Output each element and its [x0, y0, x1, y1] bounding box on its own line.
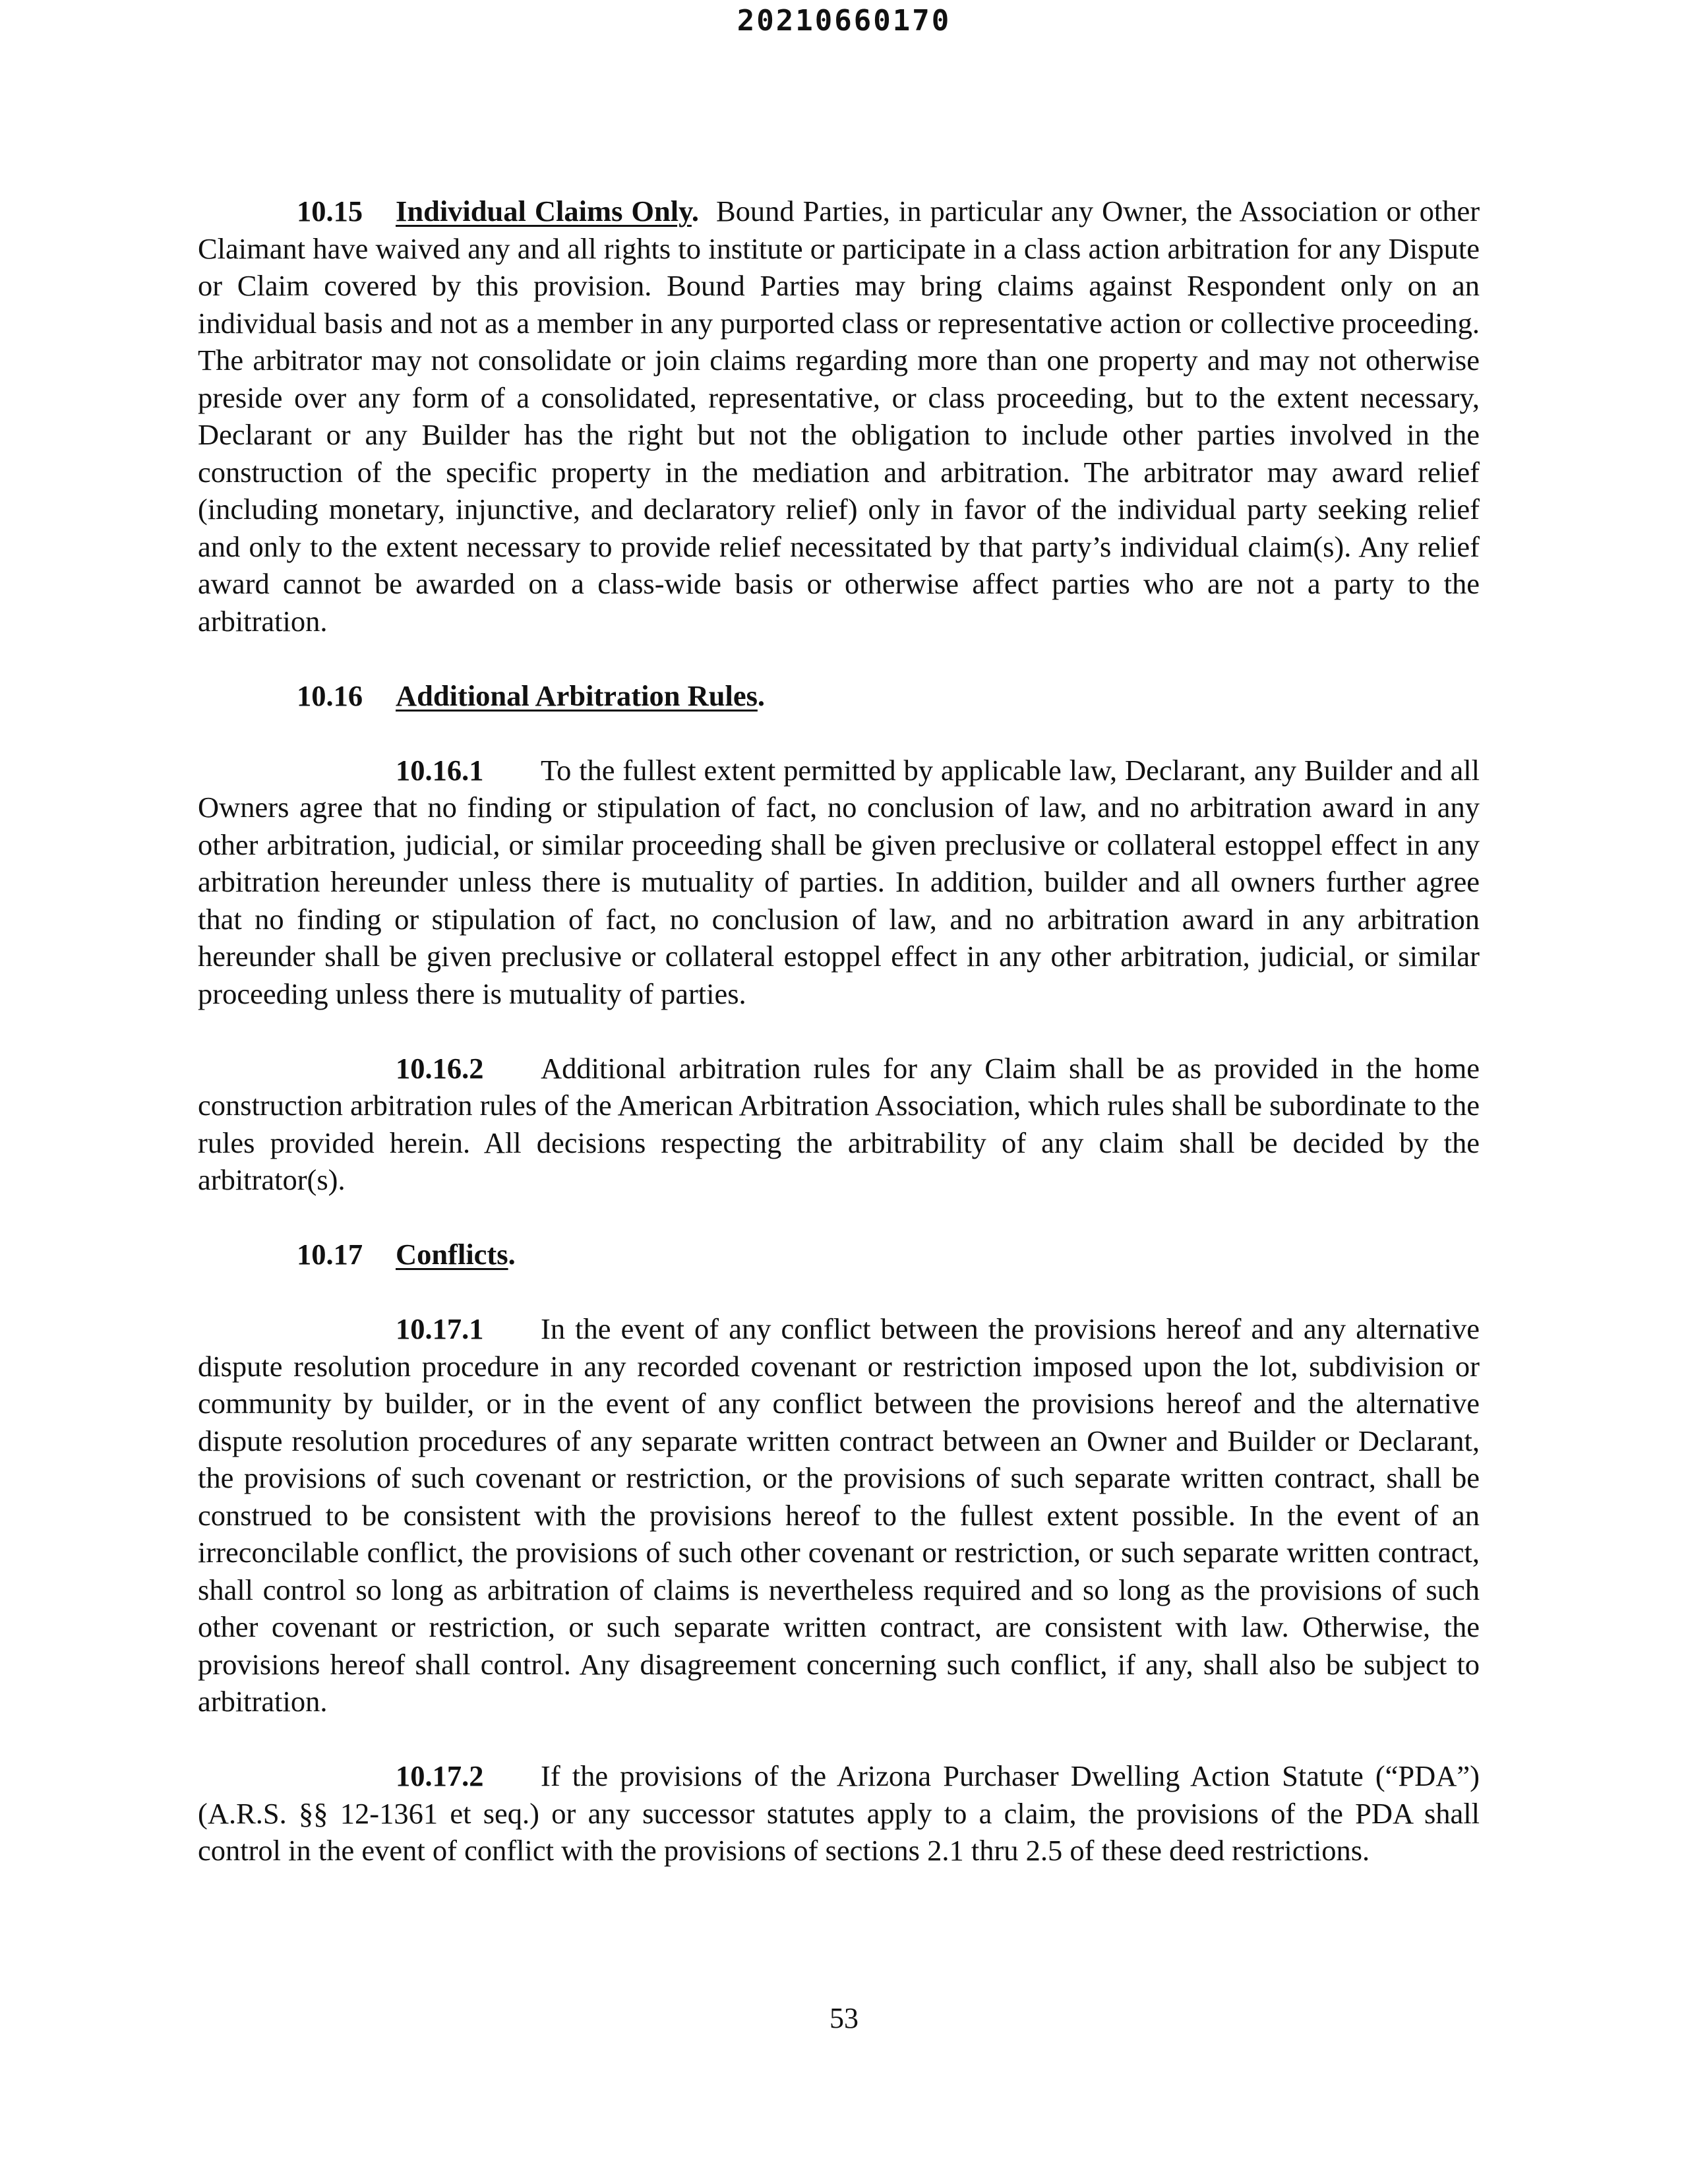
section-body: To the fullest extent permitted by applicable law, Declarant, any Builder and all Owners agree that no finding or stipulation of fact, no conclusion of law, and no arbitration award in any other arbitration, judicial, or similar proceeding shall be given preclusive or collateral estoppel effect in any arbitration hereunder unless there is mutuality of parties. In addition, builder and all owners further agree that no finding or stipulation of fact, no conclusion of law, and no arbitration award in any arbitration hereunder shall be given preclusive or collateral estoppel effect in any other arbitration, judicial, or similar proceeding unless there is mutuality of parties.: [198, 753, 1480, 1010]
document-body: [198, 193, 1480, 1906]
section-number: 10.16.1: [396, 753, 484, 787]
section-body: Bound Parties, in particular any Owner, the Association or other Claimant have waived any and all rights to institute or participate in a class action arbitration for any Dispute or Claim covered by this provision. Bound Parties may bring claims against Respondent only on an individual basis and not as a member in any purported class or representative action or collective proceeding. The arbitrator may not consolidate or join claims regarding more than one property and may not otherwise preside over any form of a consolidated, representative, or class proceeding, but to the extent necessary, Declarant or any Builder has the right but not the obligation to include other parties involved in the construction of the specific property in the mediation and arbitration. The arbitrator may award relief (including monetary, injunctive, and declaratory relief) only in favor of the individual party seeking relief and only to the extent necessary to provide relief necessitated by that party’s individual claim(s). Any relief award cannot be awarded on a class-wide basis or otherwise affect parties who are not a party to the arbitration.: [198, 195, 1480, 638]
section-10-17-1: [198, 1310, 1480, 1720]
page-number: 53: [829, 2002, 859, 2034]
section-body: In the event of any conflict between the provisions hereof and any alternative dispute resolution procedure in any recorded covenant or restriction imposed upon the lot, subdivision or community by builder, or in the event of any conflict between the provisions hereof and the alternative dispute resolution procedures of any separate written contract between an Owner and Builder or Declarant, the provisions of such covenant or restriction, or the provisions of such separate written contract, shall be construed to be consistent with the provisions hereof to the fullest extent possible. In the event of an irreconcilable conflict, the provisions of such other covenant or restriction, or such separate written contract, shall control so long as arbitration of claims is nevertheless required and so long as the provisions of such other covenant or restriction, or such separate written contract, are consistent with law. Otherwise, the provisions hereof shall control. Any disagreement concerning such conflict, if any, shall also be subject to arbitration.: [198, 1312, 1480, 1718]
section-number: 10.16.2: [396, 1051, 484, 1085]
section-number: 10.16: [297, 679, 363, 712]
section-10-17-2: [198, 1757, 1480, 1869]
section-number: 10.17.1: [396, 1312, 484, 1345]
document-number: 20210660170: [737, 4, 951, 38]
section-heading: Individual Claims Only: [396, 195, 692, 228]
section-number: 10.17.2: [396, 1759, 484, 1792]
section-10-16-1: [198, 752, 1480, 1013]
section-10-16: 10.16 Additional Arbitration Rules.: [198, 677, 1480, 715]
section-10-15: 10.15 Individual Claims Only. Bound Parties, in particular any Owner, the Association or other Claimant have waived any and all rights to institute or participate in a class action arbitration for any Dispute or Claim covered by this provision. Bound Parties may bring claims against Respondent only on an individual basis and not as a member in any purported class or representative action or collective proceeding. The arbitrator may not consolidate or join claims regarding more than one property and may not otherwise preside over any form of a consolidated, representative, or class proceeding, but to the extent necessary, Declarant or any Builder has the right but not the obligation to include other parties involved in the construction of the specific property in the mediation and arbitration. The arbitrator may award relief (including monetary, injunctive, and declaratory relief) only in favor of the individual party seeking relief and only to the extent necessary to provide relief necessitated by that party’s individual claim(s). Any relief award cannot be awarded on a class-wide basis or otherwise affect parties who are not a party to the arbitration.: [198, 193, 1480, 640]
section-body: If the provisions of the Arizona Purchaser Dwelling Action Statute (“PDA”) (A.R.S. §§ 12-1361 et seq.) or any successor statutes apply to a claim, the provisions of the PDA shall control in the event of conflict with the provisions of sections 2.1 thru 2.5 of these deed restrictions.: [198, 1759, 1480, 1867]
section-heading: Conflicts: [396, 1238, 508, 1271]
section-10-16-2: [198, 1050, 1480, 1199]
section-number: 10.15: [297, 195, 363, 228]
section-heading: Additional Arbitration Rules: [396, 679, 758, 712]
section-10-17: 10.17 Conflicts.: [198, 1236, 1480, 1273]
section-number: 10.17: [297, 1238, 363, 1271]
section-body: Additional arbitration rules for any Claim shall be as provided in the home construction arbitration rules of the American Arbitration Association, which rules shall be subordinate to the rules provided herein. All decisions respecting the arbitrability of any claim shall be decided by the arbitrator(s).: [198, 1051, 1480, 1196]
